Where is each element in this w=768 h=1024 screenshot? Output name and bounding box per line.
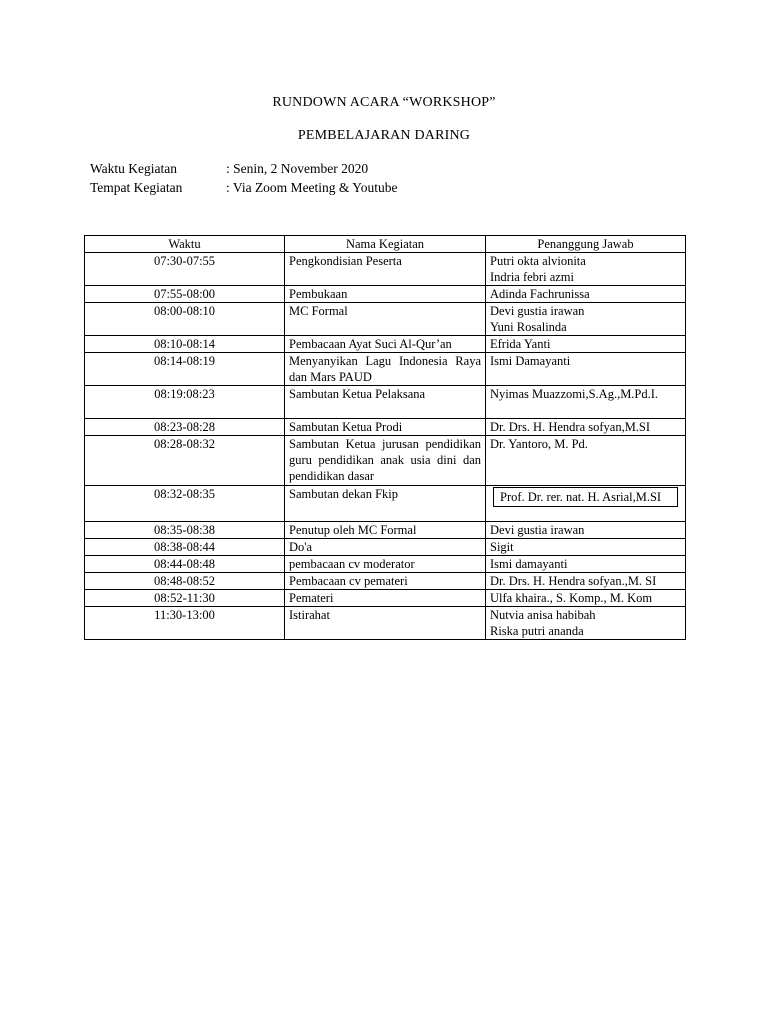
cell-activity: Istirahat [285,607,486,640]
cell-activity: Sambutan dekan Fkip [285,486,486,522]
cell-responsible [486,419,686,436]
cell-time: 08:35-08:38 [85,522,285,539]
document-title: RUNDOWN ACARA “WORKSHOP” [272,95,496,110]
cell-time: 08:19:08:23 [85,386,285,419]
cell-responsible [486,436,686,486]
cell-time: 08:10-08:14 [85,336,285,353]
cell-activity: Pemateri [285,590,486,607]
cell-activity: Sambutan Ketua Pelaksana [285,386,486,419]
table-row [85,486,686,522]
table-row [85,607,686,640]
cell-activity: Pembacaan cv pemateri [285,573,486,590]
responsible-name: Yuni Rosalinda [490,320,567,334]
responsible-name: Nutvia anisa habibah [490,608,596,622]
cell-activity: pembacaan cv moderator [285,556,486,573]
cell-responsible [486,486,686,522]
responsible-name: Indria febri azmi [490,270,574,284]
cell-responsible [486,303,686,336]
cell-activity: Sambutan Ketua jurusan pendidikan guru pendidikan anak usia dini dan pendidikan dasar [285,436,486,486]
cell-time: 08:00-08:10 [85,303,285,336]
responsible-name: Putri okta alvionita [490,254,586,268]
cell-activity: Pembukaan [285,286,486,303]
cell-responsible [486,590,686,607]
table-row [85,556,686,573]
table-row [85,419,686,436]
cell-responsible [486,253,686,286]
table-header-row [85,236,686,253]
cell-time: 07:55-08:00 [85,286,285,303]
cell-time: 07:30-07:55 [85,253,285,286]
cell-time: 08:44-08:48 [85,556,285,573]
responsible-name: Ismi Damayanti [490,354,571,368]
table-row [85,522,686,539]
table-row [85,336,686,353]
responsible-name: Dr. Drs. H. Hendra sofyan,M.SI [490,420,651,434]
cell-time: 08:14-08:19 [85,353,285,386]
info-value: : Via Zoom Meeting & Youtube [226,180,398,195]
responsible-name: Prof. Dr. rer. nat. H. Asrial,M.SI [500,490,662,504]
cell-activity: Do'a [285,539,486,556]
cell-responsible [486,607,686,640]
cell-responsible [486,386,686,419]
cell-time: 08:48-08:52 [85,573,285,590]
cell-time: 08:52-11:30 [85,590,285,607]
table-row [85,253,686,286]
responsible-name: Devi gustia irawan [490,304,585,318]
event-info [90,159,397,197]
column-header-activity: Nama Kegiatan [285,236,486,253]
responsible-name: Dr. Yantoro, M. Pd. [490,437,588,451]
responsible-name: Riska putri ananda [490,624,584,638]
cell-activity: Sambutan Ketua Prodi [285,419,486,436]
cell-time: 08:32-08:35 [85,486,285,522]
info-label: Tempat Kegiatan [90,180,183,195]
cell-responsible [486,573,686,590]
cell-activity: Menyanyikan Lagu Indonesia Raya dan Mars PAUD [285,353,486,386]
table-row [85,353,686,386]
rundown-table [84,235,686,640]
table-row [85,590,686,607]
cell-time: 11:30-13:00 [85,607,285,640]
table-row [85,573,686,590]
responsible-name: Sigit [490,540,514,554]
responsible-name: Devi gustia irawan [490,523,585,537]
info-row-place [90,178,397,197]
table-row [85,539,686,556]
responsible-name: Nyimas Muazzomi,S.Ag.,M.Pd.I. [490,387,659,401]
responsible-name: Efrida Yanti [490,337,551,351]
column-header-time: Waktu [85,236,285,253]
table-row [85,386,686,419]
cell-activity: MC Formal [285,303,486,336]
responsible-name: Dr. Drs. H. Hendra sofyan.,M. SI [490,574,657,588]
table-row [85,303,686,336]
document-subtitle: PEMBELAJARAN DARING [297,128,471,143]
cell-time: 08:38-08:44 [85,539,285,556]
info-value: : Senin, 2 November 2020 [226,161,369,176]
cell-time: 08:23-08:28 [85,419,285,436]
responsible-name: Ulfa khaira., S. Komp., M. Kom [490,591,653,605]
rundown-table-body [85,253,686,640]
info-row-time [90,159,397,178]
column-header-responsible: Penanggung Jawab [486,236,686,253]
cell-responsible [486,336,686,353]
responsible-box [493,487,678,507]
cell-responsible [486,286,686,303]
cell-activity: Pengkondisian Peserta [285,253,486,286]
cell-time: 08:28-08:32 [85,436,285,486]
table-row [85,286,686,303]
table-row [85,436,686,486]
cell-responsible [486,353,686,386]
cell-responsible [486,522,686,539]
info-label: Waktu Kegiatan [90,161,178,176]
cell-responsible [486,539,686,556]
cell-activity: Pembacaan Ayat Suci Al-Qur’an [285,336,486,353]
cell-activity: Penutup oleh MC Formal [285,522,486,539]
responsible-name: Ismi damayanti [490,557,568,571]
responsible-name: Adinda Fachrunissa [490,287,590,301]
cell-responsible [486,556,686,573]
